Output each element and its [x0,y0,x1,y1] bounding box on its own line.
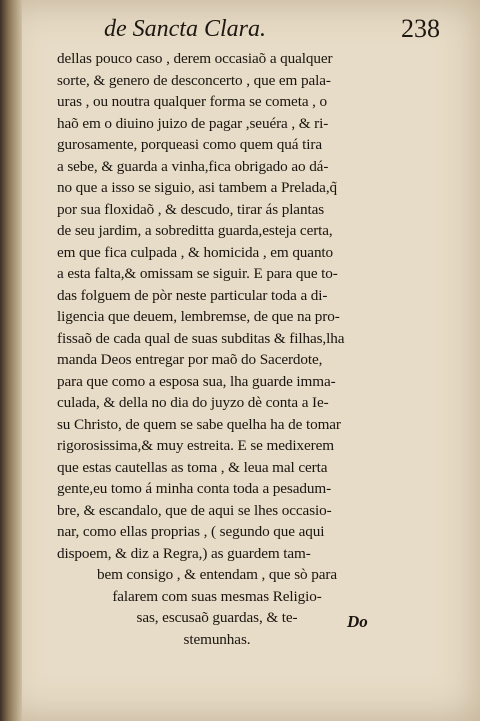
page-number: 238 [401,14,440,43]
running-title: de Sancta Clara. [104,16,266,42]
text-line: stemunhas. [183,630,251,648]
text-line: dellas pouco caso , derem occasiaõ a qualquer [57,50,333,67]
text-line: gurosamente, porqueasi como quem quá tira [57,136,322,153]
text-line: ligencia que deuem, lembremse, de que na pro- [57,308,340,325]
text-line: manda Deos entregar por maõ do Sacerdote, [57,351,323,368]
text-line: nar, como ellas proprias , ( segundo que aqui [57,523,325,540]
text-line: no que a isso se siguio, asi tambem a Prelada,q̃ [57,179,338,196]
text-line: em que fica culpada , & homicida , em quanto [57,243,334,261]
text-line: haõ em o diuino juizo de pagar ,seuéra , & ri- [57,114,329,132]
text-line: para que como a esposa sua, lha guarde imma- [57,372,336,390]
text-line: falarem com suas mesmas Religio- [112,587,322,605]
text-line: por sua floxidaõ , & descudo, tirar ás plantas [57,200,325,218]
text-line: uras , ou noutra qualquer forma se cometa , o [57,93,328,110]
text-line: sorte, & genero de desconcerto , que em pala- [57,71,331,89]
text-line: bre, & escandalo, que de aqui se lhes occasio- [57,501,332,519]
text-line: sas, escusaõ guardas, & te- [136,609,298,626]
catchword: Do [347,612,368,631]
text-line: dispoem, & diz a Regra,) as guardem tam- [57,544,311,562]
text-line: que estas cautellas as toma , & leua mal certa [57,458,328,476]
body-text [57,48,377,650]
text-line: a esta falta,& omissam se siguir. E para que to- [57,265,338,282]
page-header [40,12,440,48]
text-line: das folguem de pòr neste particular toda a di- [57,286,328,304]
text-line: a sebe, & guarda a vinha,fica obrigado ao dá- [57,157,329,175]
text-line: culada, & della no dia do juyzo dè conta a Ie- [57,394,329,411]
binding-edge [0,0,22,721]
text-line: rigorosissima,& muy estreita. E se medixerem [57,437,334,454]
text-line: gente,eu tomo á minha conta toda a pesadum- [57,480,332,497]
text-line: fissaõ de cada qual de suas subditas & filhas,lha [57,329,345,347]
text-line: bem consigo , & entendam , que sò para [97,566,337,583]
text-line: su Christo, de quem se sabe quelha ha de tomar [57,415,341,433]
text-line: de seu jardim, a sobreditta guarda,esteja certa, [57,222,333,239]
